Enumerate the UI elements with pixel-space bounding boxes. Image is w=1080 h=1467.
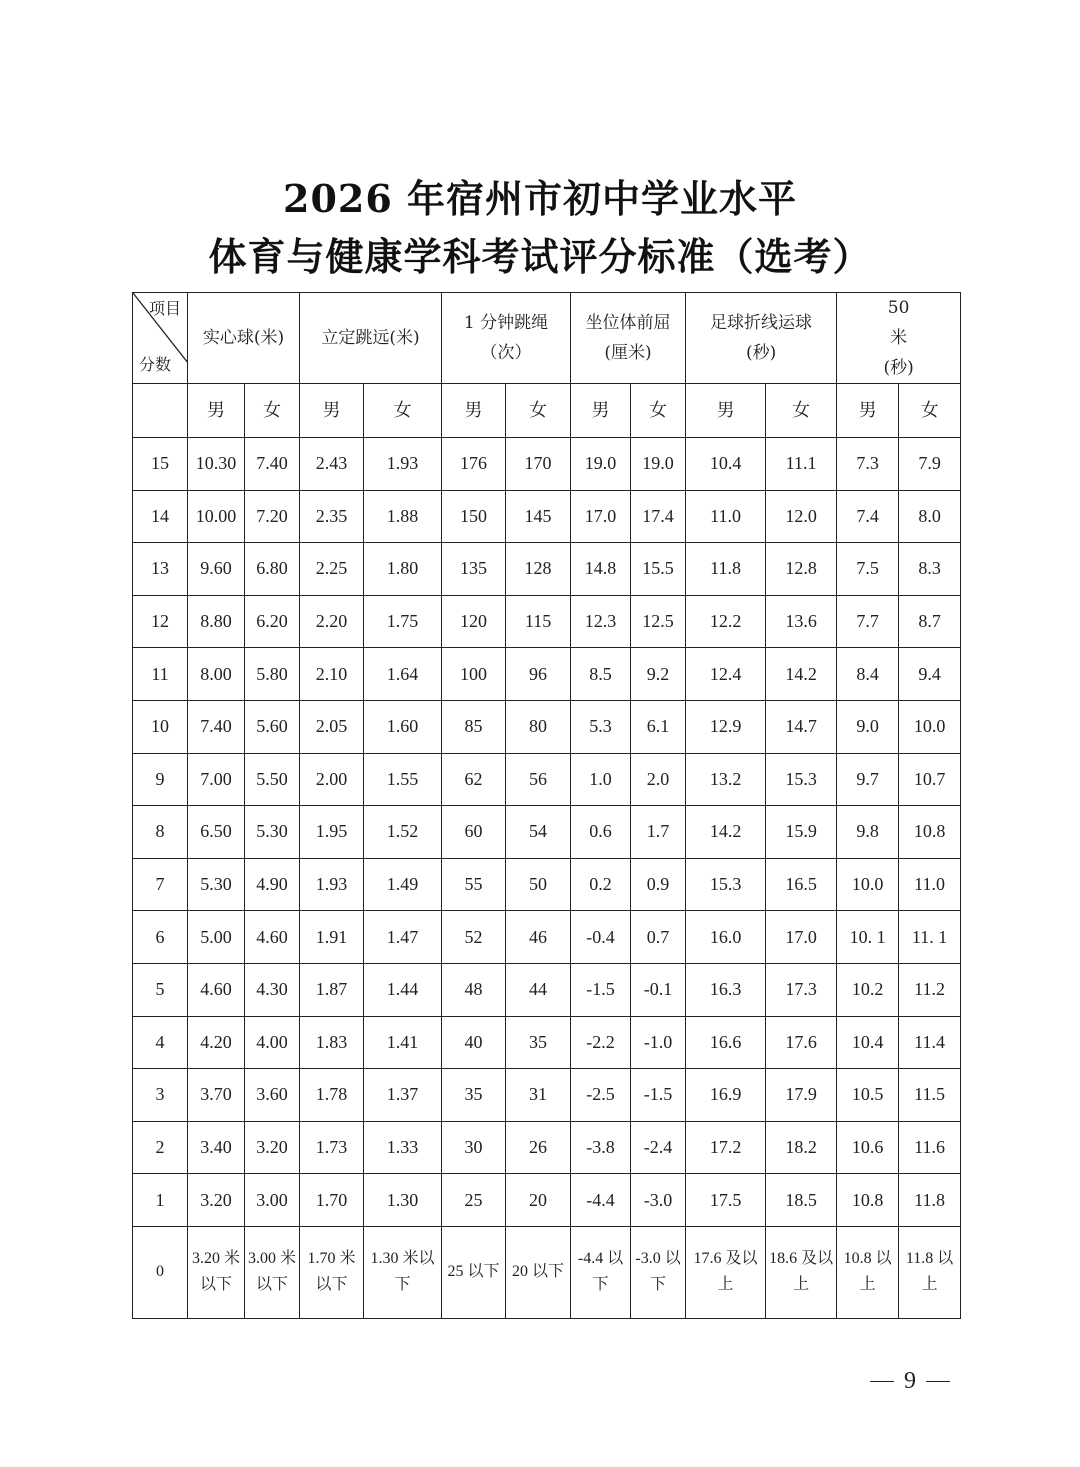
value-cell: 3.40 bbox=[188, 1121, 245, 1174]
value-cell: 56 bbox=[506, 753, 571, 806]
value-cell: 18.6 及以上 bbox=[766, 1226, 837, 1318]
value-cell: 1.93 bbox=[364, 438, 442, 491]
value-cell: 3.20 bbox=[245, 1121, 300, 1174]
header-row-gender bbox=[133, 384, 961, 438]
value-cell: -1.0 bbox=[631, 1016, 686, 1069]
value-cell: 7.5 bbox=[837, 543, 899, 596]
value-cell: -3.8 bbox=[571, 1121, 631, 1174]
value-cell: 7.7 bbox=[837, 595, 899, 648]
value-cell: 12.3 bbox=[571, 595, 631, 648]
value-cell: 17.5 bbox=[686, 1174, 766, 1227]
value-cell: 18.5 bbox=[766, 1174, 837, 1227]
value-cell: -2.5 bbox=[571, 1069, 631, 1122]
value-cell: 54 bbox=[506, 806, 571, 859]
value-cell: 17.6 bbox=[766, 1016, 837, 1069]
value-cell: 25 以下 bbox=[442, 1226, 506, 1318]
value-cell: 4.90 bbox=[245, 858, 300, 911]
value-cell: 9.4 bbox=[899, 648, 961, 701]
value-cell: 10.5 bbox=[837, 1069, 899, 1122]
value-cell: 85 bbox=[442, 700, 506, 753]
value-cell: -1.5 bbox=[571, 963, 631, 1016]
table-row bbox=[133, 543, 961, 596]
value-cell: 8.00 bbox=[188, 648, 245, 701]
value-cell: -2.4 bbox=[631, 1121, 686, 1174]
table-row bbox=[133, 963, 961, 1016]
value-cell: 2.35 bbox=[300, 490, 364, 543]
gender-female: 女 bbox=[766, 384, 837, 438]
value-cell: -2.2 bbox=[571, 1016, 631, 1069]
value-cell: 4.20 bbox=[188, 1016, 245, 1069]
table-row bbox=[133, 858, 961, 911]
value-cell: 30 bbox=[442, 1121, 506, 1174]
value-cell: 10.00 bbox=[188, 490, 245, 543]
value-cell: 17.4 bbox=[631, 490, 686, 543]
value-cell: 2.0 bbox=[631, 753, 686, 806]
value-cell: 1.44 bbox=[364, 963, 442, 1016]
value-cell: 1.70 米以下 bbox=[300, 1226, 364, 1318]
table-row bbox=[133, 438, 961, 491]
value-cell: 12.9 bbox=[686, 700, 766, 753]
value-cell: 1.47 bbox=[364, 911, 442, 964]
value-cell: 26 bbox=[506, 1121, 571, 1174]
value-cell: 1.73 bbox=[300, 1121, 364, 1174]
value-cell: 16.6 bbox=[686, 1016, 766, 1069]
value-cell: 15.3 bbox=[686, 858, 766, 911]
value-cell: 46 bbox=[506, 911, 571, 964]
value-cell: 96 bbox=[506, 648, 571, 701]
value-cell: 25 bbox=[442, 1174, 506, 1227]
value-cell: 11.4 bbox=[899, 1016, 961, 1069]
dash-left bbox=[870, 1381, 894, 1383]
table-row bbox=[133, 648, 961, 701]
value-cell: 2.05 bbox=[300, 700, 364, 753]
value-cell: 48 bbox=[442, 963, 506, 1016]
value-cell: 3.70 bbox=[188, 1069, 245, 1122]
value-cell: 2.25 bbox=[300, 543, 364, 596]
value-cell: 10.2 bbox=[837, 963, 899, 1016]
gender-male: 男 bbox=[686, 384, 766, 438]
value-cell: 1.78 bbox=[300, 1069, 364, 1122]
value-cell: -4.4 以下 bbox=[571, 1226, 631, 1318]
table-row bbox=[133, 700, 961, 753]
value-cell: 1.55 bbox=[364, 753, 442, 806]
value-cell: 62 bbox=[442, 753, 506, 806]
value-cell: 19.0 bbox=[631, 438, 686, 491]
value-cell: 11.0 bbox=[686, 490, 766, 543]
value-cell: 5.30 bbox=[245, 806, 300, 859]
value-cell: 14.2 bbox=[686, 806, 766, 859]
value-cell: 15.3 bbox=[766, 753, 837, 806]
gender-female: 女 bbox=[506, 384, 571, 438]
value-cell: 1.70 bbox=[300, 1174, 364, 1227]
value-cell: 8.7 bbox=[899, 595, 961, 648]
value-cell: 3.20 米以下 bbox=[188, 1226, 245, 1318]
value-cell: 9.2 bbox=[631, 648, 686, 701]
value-cell: 16.3 bbox=[686, 963, 766, 1016]
score-cell: 3 bbox=[133, 1069, 188, 1122]
value-cell: 14.7 bbox=[766, 700, 837, 753]
value-cell: 10.8 bbox=[899, 806, 961, 859]
value-cell: 3.00 米以下 bbox=[245, 1226, 300, 1318]
value-cell: 8.4 bbox=[837, 648, 899, 701]
value-cell: 1.37 bbox=[364, 1069, 442, 1122]
corner-label-item: 项目 bbox=[148, 299, 181, 318]
value-cell: 6.1 bbox=[631, 700, 686, 753]
value-cell: 1.49 bbox=[364, 858, 442, 911]
value-cell: 35 bbox=[442, 1069, 506, 1122]
gender-male: 男 bbox=[188, 384, 245, 438]
value-cell: 1.75 bbox=[364, 595, 442, 648]
value-cell: 15.9 bbox=[766, 806, 837, 859]
gender-male: 男 bbox=[442, 384, 506, 438]
score-cell: 14 bbox=[133, 490, 188, 543]
value-cell: 2.00 bbox=[300, 753, 364, 806]
value-cell: 5.30 bbox=[188, 858, 245, 911]
value-cell: 5.80 bbox=[245, 648, 300, 701]
score-cell: 6 bbox=[133, 911, 188, 964]
value-cell: 17.0 bbox=[571, 490, 631, 543]
value-cell: 1.30 bbox=[364, 1174, 442, 1227]
value-cell: 0.6 bbox=[571, 806, 631, 859]
value-cell: 6.80 bbox=[245, 543, 300, 596]
value-cell: 5.50 bbox=[245, 753, 300, 806]
gender-male: 男 bbox=[571, 384, 631, 438]
score-cell: 11 bbox=[133, 648, 188, 701]
score-cell: 12 bbox=[133, 595, 188, 648]
value-cell: 31 bbox=[506, 1069, 571, 1122]
header-row-events bbox=[133, 293, 961, 384]
value-cell: 100 bbox=[442, 648, 506, 701]
value-cell: 1.95 bbox=[300, 806, 364, 859]
corner-cell bbox=[133, 293, 188, 384]
value-cell: 10.7 bbox=[899, 753, 961, 806]
blank-cell bbox=[133, 384, 188, 438]
value-cell: 52 bbox=[442, 911, 506, 964]
value-cell: 7.20 bbox=[245, 490, 300, 543]
value-cell: 8.3 bbox=[899, 543, 961, 596]
value-cell: 0.9 bbox=[631, 858, 686, 911]
value-cell: 11.6 bbox=[899, 1121, 961, 1174]
value-cell: 10.0 bbox=[837, 858, 899, 911]
value-cell: 7.4 bbox=[837, 490, 899, 543]
value-cell: 1.88 bbox=[364, 490, 442, 543]
value-cell: 4.60 bbox=[245, 911, 300, 964]
value-cell: -0.4 bbox=[571, 911, 631, 964]
value-cell: 4.00 bbox=[245, 1016, 300, 1069]
value-cell: 17.3 bbox=[766, 963, 837, 1016]
value-cell: 120 bbox=[442, 595, 506, 648]
value-cell: 10. 1 bbox=[837, 911, 899, 964]
value-cell: -3.0 以下 bbox=[631, 1226, 686, 1318]
value-cell: 10.4 bbox=[686, 438, 766, 491]
value-cell: 5.00 bbox=[188, 911, 245, 964]
gender-female: 女 bbox=[899, 384, 961, 438]
value-cell: 11.0 bbox=[899, 858, 961, 911]
value-cell: 0.2 bbox=[571, 858, 631, 911]
value-cell: 80 bbox=[506, 700, 571, 753]
gender-female: 女 bbox=[631, 384, 686, 438]
value-cell: 12.5 bbox=[631, 595, 686, 648]
value-cell: 4.30 bbox=[245, 963, 300, 1016]
value-cell: 12.0 bbox=[766, 490, 837, 543]
score-cell: 8 bbox=[133, 806, 188, 859]
page-number bbox=[860, 1368, 960, 1395]
value-cell: 1.87 bbox=[300, 963, 364, 1016]
score-cell: 7 bbox=[133, 858, 188, 911]
value-cell: 0.7 bbox=[631, 911, 686, 964]
value-cell: 176 bbox=[442, 438, 506, 491]
value-cell: 135 bbox=[442, 543, 506, 596]
value-cell: 2.20 bbox=[300, 595, 364, 648]
score-cell: 13 bbox=[133, 543, 188, 596]
gender-female: 女 bbox=[245, 384, 300, 438]
table-row bbox=[133, 753, 961, 806]
value-cell: -1.5 bbox=[631, 1069, 686, 1122]
value-cell: 11. 1 bbox=[899, 911, 961, 964]
value-cell: 115 bbox=[506, 595, 571, 648]
value-cell: 8.80 bbox=[188, 595, 245, 648]
table-row bbox=[133, 1016, 961, 1069]
table-row bbox=[133, 595, 961, 648]
value-cell: 7.40 bbox=[188, 700, 245, 753]
event-header-sit-reach: 坐位体前屈(厘米) bbox=[571, 293, 686, 384]
value-cell: 14.8 bbox=[571, 543, 631, 596]
table-row bbox=[133, 1226, 961, 1318]
value-cell: 1.93 bbox=[300, 858, 364, 911]
value-cell: 17.9 bbox=[766, 1069, 837, 1122]
value-cell: 12.8 bbox=[766, 543, 837, 596]
table-row bbox=[133, 911, 961, 964]
value-cell: 35 bbox=[506, 1016, 571, 1069]
score-cell: 5 bbox=[133, 963, 188, 1016]
document-title-line2: 体育与健康学科考试评分标准（选考） bbox=[208, 234, 872, 279]
value-cell: 12.2 bbox=[686, 595, 766, 648]
value-cell: 16.5 bbox=[766, 858, 837, 911]
value-cell: 8.5 bbox=[571, 648, 631, 701]
value-cell: 1.33 bbox=[364, 1121, 442, 1174]
table-row bbox=[133, 1121, 961, 1174]
value-cell: 1.0 bbox=[571, 753, 631, 806]
value-cell: 16.0 bbox=[686, 911, 766, 964]
value-cell: 11.8 bbox=[899, 1174, 961, 1227]
table-row bbox=[133, 806, 961, 859]
value-cell: 9.8 bbox=[837, 806, 899, 859]
value-cell: 44 bbox=[506, 963, 571, 1016]
value-cell: -3.0 bbox=[631, 1174, 686, 1227]
value-cell: 8.0 bbox=[899, 490, 961, 543]
value-cell: 40 bbox=[442, 1016, 506, 1069]
value-cell: 10.8 bbox=[837, 1174, 899, 1227]
value-cell: 6.20 bbox=[245, 595, 300, 648]
gender-male: 男 bbox=[300, 384, 364, 438]
value-cell: 1.83 bbox=[300, 1016, 364, 1069]
page-number-text: 9 bbox=[904, 1368, 916, 1394]
value-cell: 7.00 bbox=[188, 753, 245, 806]
value-cell: 11.1 bbox=[766, 438, 837, 491]
value-cell: 7.3 bbox=[837, 438, 899, 491]
event-header-shot: 实心球(米) bbox=[188, 293, 300, 384]
score-cell: 1 bbox=[133, 1174, 188, 1227]
document-title-line1: 2026 年宿州市初中学业水平 bbox=[283, 176, 797, 221]
value-cell: 4.60 bbox=[188, 963, 245, 1016]
score-cell: 4 bbox=[133, 1016, 188, 1069]
value-cell: 15.5 bbox=[631, 543, 686, 596]
value-cell: 17.0 bbox=[766, 911, 837, 964]
value-cell: 13.2 bbox=[686, 753, 766, 806]
value-cell: 1.52 bbox=[364, 806, 442, 859]
value-cell: 9.0 bbox=[837, 700, 899, 753]
scoring-table bbox=[132, 292, 961, 1319]
value-cell: 19.0 bbox=[571, 438, 631, 491]
event-header-50m: 50 米(秒) bbox=[837, 293, 961, 384]
value-cell: 170 bbox=[506, 438, 571, 491]
score-cell: 0 bbox=[133, 1226, 188, 1318]
event-header-football: 足球折线运球(秒) bbox=[686, 293, 837, 384]
dash-right bbox=[926, 1381, 950, 1383]
value-cell: 3.20 bbox=[188, 1174, 245, 1227]
value-cell: 11.2 bbox=[899, 963, 961, 1016]
value-cell: 10.8 以上 bbox=[837, 1226, 899, 1318]
value-cell: 1.91 bbox=[300, 911, 364, 964]
value-cell: 55 bbox=[442, 858, 506, 911]
value-cell: 145 bbox=[506, 490, 571, 543]
value-cell: 10.30 bbox=[188, 438, 245, 491]
score-cell: 15 bbox=[133, 438, 188, 491]
value-cell: 20 bbox=[506, 1174, 571, 1227]
value-cell: 18.2 bbox=[766, 1121, 837, 1174]
value-cell: 50 bbox=[506, 858, 571, 911]
value-cell: 7.9 bbox=[899, 438, 961, 491]
value-cell: 13.6 bbox=[766, 595, 837, 648]
value-cell: 14.2 bbox=[766, 648, 837, 701]
value-cell: 1.80 bbox=[364, 543, 442, 596]
value-cell: 150 bbox=[442, 490, 506, 543]
value-cell: 2.10 bbox=[300, 648, 364, 701]
table-row bbox=[133, 1069, 961, 1122]
value-cell: 6.50 bbox=[188, 806, 245, 859]
value-cell: 1.30 米以下 bbox=[364, 1226, 442, 1318]
gender-male: 男 bbox=[837, 384, 899, 438]
value-cell: -0.1 bbox=[631, 963, 686, 1016]
value-cell: 5.3 bbox=[571, 700, 631, 753]
value-cell: 7.40 bbox=[245, 438, 300, 491]
value-cell: 11.8 bbox=[686, 543, 766, 596]
value-cell: 5.60 bbox=[245, 700, 300, 753]
value-cell: 10.6 bbox=[837, 1121, 899, 1174]
table-body bbox=[133, 438, 961, 1319]
score-cell: 9 bbox=[133, 753, 188, 806]
value-cell: 1.7 bbox=[631, 806, 686, 859]
value-cell: 11.5 bbox=[899, 1069, 961, 1122]
score-cell: 10 bbox=[133, 700, 188, 753]
value-cell: 3.60 bbox=[245, 1069, 300, 1122]
value-cell: 60 bbox=[442, 806, 506, 859]
table-row bbox=[133, 1174, 961, 1227]
value-cell: 1.41 bbox=[364, 1016, 442, 1069]
value-cell: 128 bbox=[506, 543, 571, 596]
value-cell: 16.9 bbox=[686, 1069, 766, 1122]
value-cell: 20 以下 bbox=[506, 1226, 571, 1318]
value-cell: 3.00 bbox=[245, 1174, 300, 1227]
value-cell: 10.0 bbox=[899, 700, 961, 753]
value-cell: 12.4 bbox=[686, 648, 766, 701]
event-header-standing-jump: 立定跳远(米) bbox=[300, 293, 442, 384]
value-cell: 10.4 bbox=[837, 1016, 899, 1069]
value-cell: 9.7 bbox=[837, 753, 899, 806]
corner-label-score: 分数 bbox=[139, 355, 172, 374]
event-header-rope-skip: 1 分钟跳绳（次） bbox=[442, 293, 571, 384]
value-cell: -4.4 bbox=[571, 1174, 631, 1227]
score-cell: 2 bbox=[133, 1121, 188, 1174]
table-row bbox=[133, 490, 961, 543]
value-cell: 1.64 bbox=[364, 648, 442, 701]
value-cell: 9.60 bbox=[188, 543, 245, 596]
value-cell: 17.6 及以上 bbox=[686, 1226, 766, 1318]
value-cell: 11.8 以上 bbox=[899, 1226, 961, 1318]
value-cell: 1.60 bbox=[364, 700, 442, 753]
value-cell: 17.2 bbox=[686, 1121, 766, 1174]
value-cell: 2.43 bbox=[300, 438, 364, 491]
gender-female: 女 bbox=[364, 384, 442, 438]
